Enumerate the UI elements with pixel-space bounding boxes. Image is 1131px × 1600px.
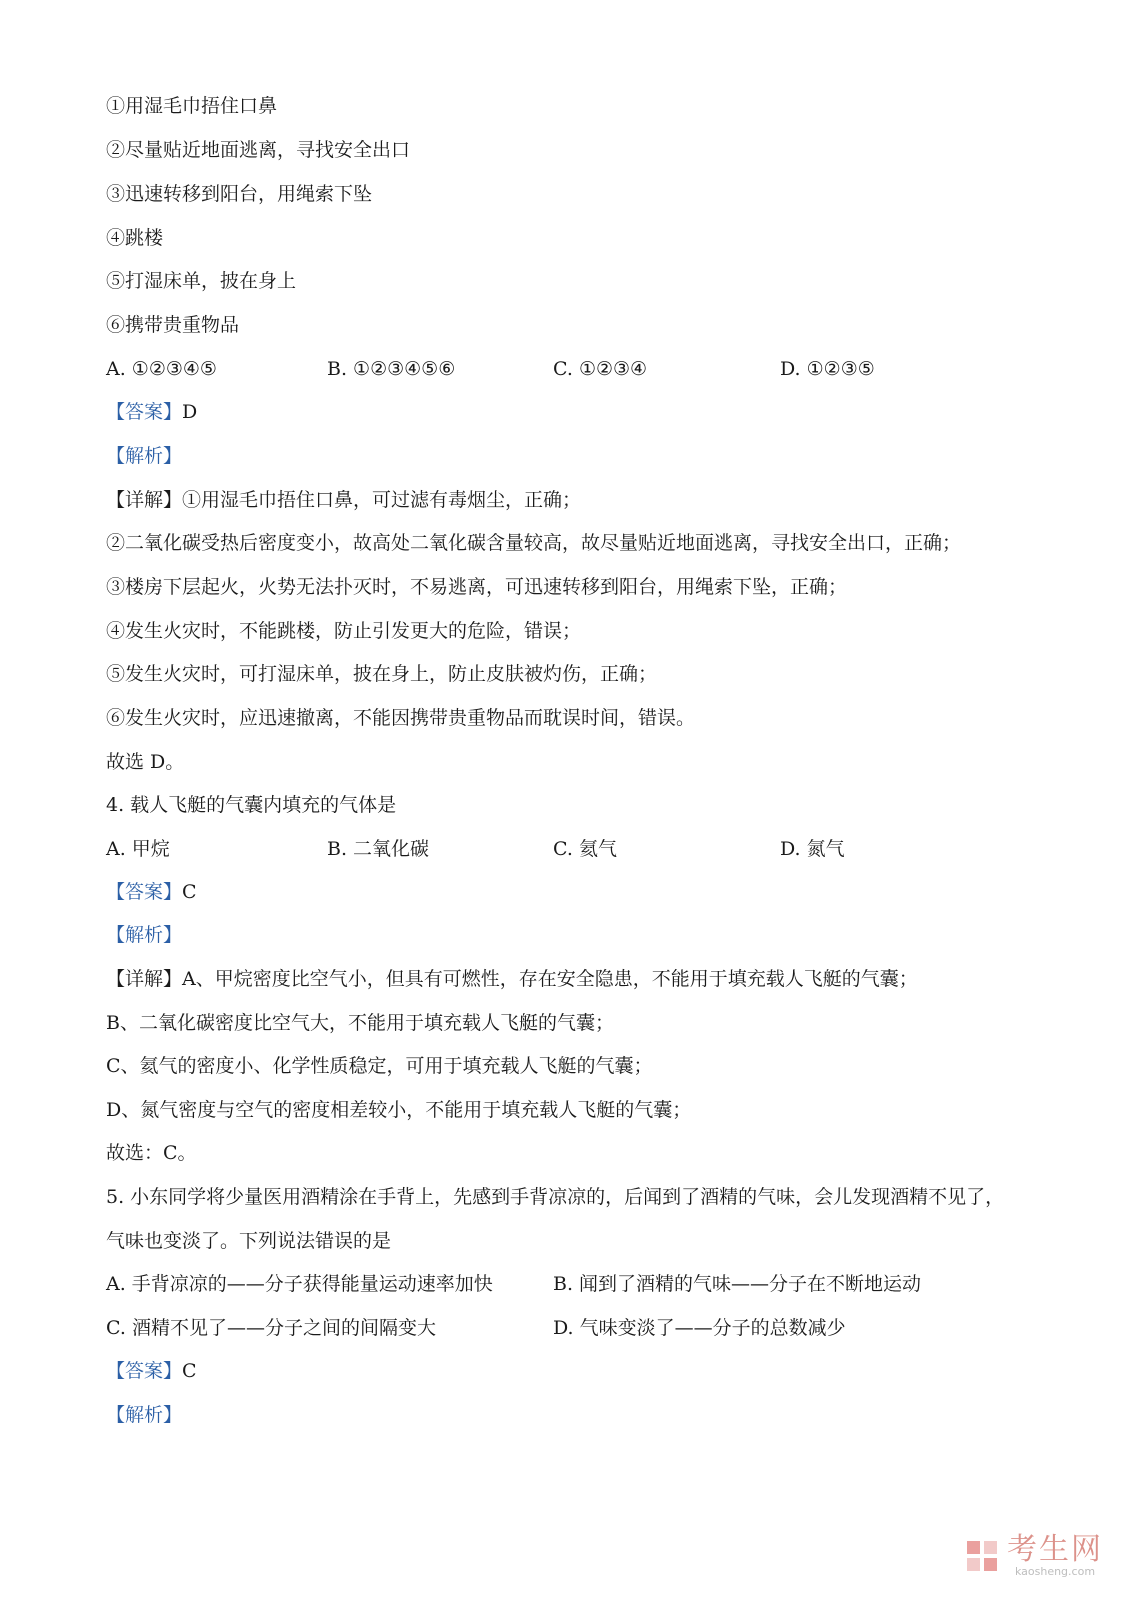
q4-detail-1 <box>106 967 918 991</box>
q4-detail-3: C、氦气的密度小、化学性质稳定，可用于填充载人飞艇的气囊； <box>106 1055 653 1077</box>
answer-tag: 【答案】 <box>106 1360 183 1382</box>
q5-option-a: A. 手背凉凉的——分子获得能量运动速率加快 <box>106 1273 493 1295</box>
answer-tag: 【答案】 <box>106 401 183 423</box>
watermark <box>965 1534 1103 1578</box>
q3-option-c: C. ①②③④ <box>553 358 648 380</box>
q3-item-3: ③迅速转移到阳台，用绳索下坠 <box>106 183 373 205</box>
q3-option-d: D. ①②③⑤ <box>780 358 875 380</box>
answer-value: C <box>182 881 197 903</box>
q5-answer <box>106 1359 197 1383</box>
q4-option-a: A. 甲烷 <box>106 838 170 860</box>
q4-detail-2: B、二氧化碳密度比空气大，不能用于填充载人飞艇的气囊； <box>106 1012 614 1034</box>
detail-tag: 【详解】 <box>106 489 183 511</box>
q5-option-c: C. 酒精不见了——分子之间的间隔变大 <box>106 1317 436 1339</box>
answer-value: C <box>182 1360 197 1382</box>
q4-analysis <box>106 923 182 947</box>
q4-detail-4: D、氮气密度与空气的密度相差较小，不能用于填充载人飞艇的气囊； <box>106 1099 692 1121</box>
q3-detail-1 <box>106 488 581 512</box>
q3-detail-6: ⑥发生火灾时，应迅速撤离，不能因携带贵重物品而耽误时间，错误。 <box>106 707 696 729</box>
q3-item-1: ①用湿毛巾捂住口鼻 <box>106 95 278 117</box>
q5-option-d: D. 气味变淡了——分子的总数减少 <box>553 1317 846 1339</box>
q3-detail-4: ④发生火灾时，不能跳楼，防止引发更大的危险，错误； <box>106 620 582 642</box>
analysis-tag: 【解析】 <box>106 1404 183 1426</box>
q3-detail-5: ⑤发生火灾时，可打湿床单，披在身上，防止皮肤被灼伤，正确； <box>106 663 658 685</box>
q3-item-4: ④跳楼 <box>106 227 164 249</box>
q5-option-b: B. 闻到了酒精的气味——分子在不断地运动 <box>553 1273 922 1295</box>
q4-option-b: B. 二氧化碳 <box>327 838 430 860</box>
q3-answer <box>106 400 197 424</box>
answer-value: D <box>182 401 198 423</box>
analysis-tag: 【解析】 <box>106 445 183 467</box>
detail-text: A、甲烷密度比空气小，但具有可燃性，存在安全隐患，不能用于填充载人飞艇的气囊； <box>182 968 918 990</box>
q3-item-2: ②尽量贴近地面逃离，寻找安全出口 <box>106 139 411 161</box>
q3-item-5: ⑤打湿床单，披在身上 <box>106 270 297 292</box>
q3-detail-2: ②二氧化碳受热后密度变小，故高处二氧化碳含量较高，故尽量贴近地面逃离，寻找安全出口，正确； <box>106 532 962 554</box>
watermark-text <box>1007 1534 1103 1578</box>
q4-option-d: D. 氮气 <box>780 838 845 860</box>
q4-option-c: C. 氦气 <box>553 838 617 860</box>
kaosheng-logo-icon <box>965 1539 999 1573</box>
q5-stem-line-1: 5. 小东同学将少量医用酒精涂在手背上，先感到手背凉凉的，后闻到了酒精的气味，会儿发现酒精不见了， <box>106 1186 1005 1208</box>
analysis-tag: 【解析】 <box>106 924 183 946</box>
watermark-name: 考生网 <box>1007 1532 1103 1567</box>
detail-tag: 【详解】 <box>106 968 183 990</box>
detail-text: ①用湿毛巾捂住口鼻，可过滤有毒烟尘，正确； <box>182 489 582 511</box>
q3-detail-3: ③楼房下层起火，火势无法扑灭时，不易逃离，可迅速转移到阳台，用绳索下坠，正确； <box>106 576 848 598</box>
q3-conclusion: 故选 D。 <box>106 751 185 773</box>
answer-tag: 【答案】 <box>106 881 183 903</box>
q4-conclusion: 故选：C。 <box>106 1142 197 1164</box>
q5-analysis <box>106 1403 182 1427</box>
q3-analysis <box>106 444 182 468</box>
q4-answer <box>106 880 197 904</box>
watermark-url: kaosheng.com <box>1014 1565 1096 1578</box>
q3-option-b: B. ①②③④⑤⑥ <box>327 358 456 380</box>
q3-option-a: A. ①②③④⑤ <box>106 358 217 380</box>
q3-item-6: ⑥携带贵重物品 <box>106 314 240 336</box>
q4-stem: 4. 载人飞艇的气囊内填充的气体是 <box>106 794 397 816</box>
q5-stem-line-2: 气味也变淡了。下列说法错误的是 <box>106 1230 392 1252</box>
